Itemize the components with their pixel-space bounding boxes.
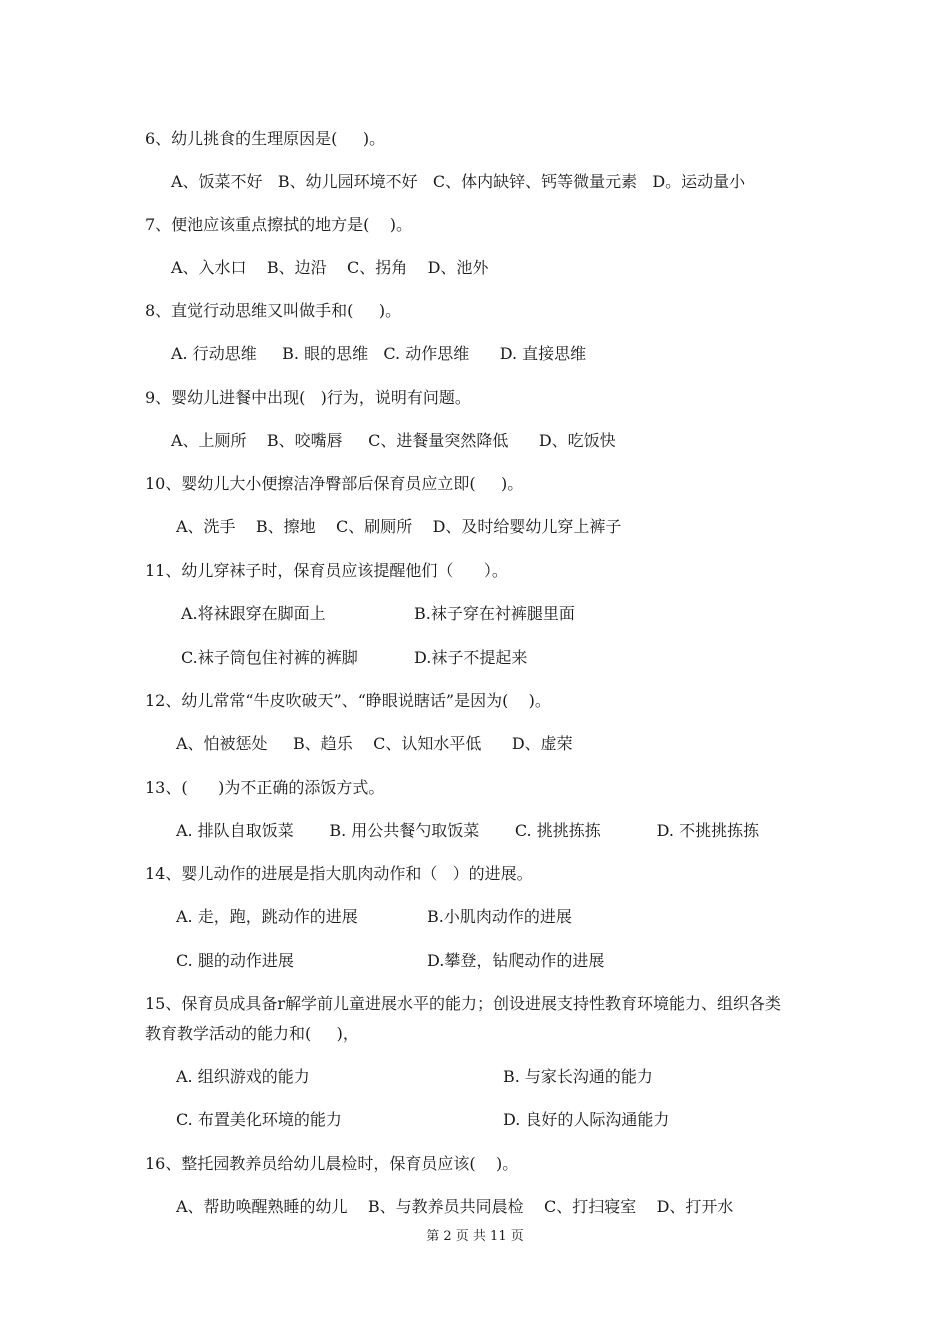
question-14-option-c: C. 腿的动作进展 (176, 951, 294, 970)
question-8-stem: 8、直觉行动思维又叫做手和( )。 (145, 301, 402, 320)
question-9-options: A、上厕所 B、咬嘴唇 C、进餐量突然降低 D、吃饭快 (171, 431, 616, 450)
question-16-stem: 16、整托园教养员给幼儿晨检时，保育员应该( )。 (145, 1154, 519, 1173)
question-14-stem: 14、婴儿动作的进展是指大肌肉动作和（ ）的进展。 (145, 864, 533, 883)
question-14-option-d: D.攀登，钻爬动作的进展 (427, 951, 605, 970)
question-10-options: A、洗手 B、擦地 C、刷厕所 D、及时给婴幼儿穿上裤子 (176, 517, 622, 536)
question-14-option-b: B.小肌肉动作的进展 (427, 907, 572, 926)
page-number: 第 2 页 共 11 页 (426, 1229, 524, 1244)
question-7-stem: 7、便池应该重点擦拭的地方是( )。 (145, 215, 413, 234)
question-12-options: A、怕被惩处 B、趋乐 C、认知水平低 D、虚荣 (176, 734, 573, 753)
question-15-option-a: A. 组织游戏的能力 (176, 1067, 310, 1086)
question-13-stem: 13、( )为不正确的添饭方式。 (145, 778, 385, 797)
question-6-options: A、饭菜不好 B、幼儿园环境不好 C、体内缺锌、钙等微量元素 D。运动量小 (171, 172, 746, 191)
question-11-option-b: B.袜子穿在衬裤腿里面 (414, 604, 575, 623)
question-7-options: A、入水口 B、边沿 C、拐角 D、池外 (171, 258, 489, 277)
question-11-option-c: C.袜子筒包住衬裤的裤脚 (181, 648, 358, 667)
question-14-option-a: A. 走，跑，跳动作的进展 (176, 907, 358, 926)
question-11-option-a: A.将袜跟穿在脚面上 (181, 604, 326, 623)
question-15-option-c: C. 布置美化环境的能力 (176, 1110, 342, 1129)
question-10-stem: 10、婴幼儿大小便擦洁净臀部后保育员应立即( )。 (145, 474, 524, 493)
question-15-stem-line-2: 教育教学活动的能力和( )， (145, 1024, 359, 1043)
question-9-stem: 9、婴幼儿进餐中出现( )行为，说明有问题。 (145, 388, 471, 407)
question-15-option-d: D. 良好的人际沟通能力 (503, 1110, 670, 1129)
question-16-options: A、帮助唤醒熟睡的幼儿 B、与教养员共同晨检 C、打扫寝室 D、打开水 (176, 1197, 734, 1216)
question-15-option-b: B. 与家长沟通的能力 (503, 1067, 653, 1086)
question-6-stem: 6、幼儿挑食的生理原因是( )。 (145, 129, 386, 148)
question-11-option-d: D.袜子不提起来 (414, 648, 528, 667)
question-15-stem-line-1: 15、保育员成具备r解学前儿童进展水平的能力；创设进展支持性教育环境能力、组织各类 (145, 994, 782, 1013)
question-11-stem: 11、幼儿穿袜子时，保育员应该提醒他们（ ）。 (145, 561, 508, 580)
question-8-options: A. 行动思维 B. 眼的思维 C. 动作思维 D. 直接思维 (171, 344, 587, 363)
question-13-options: A. 排队自取饭菜 B. 用公共餐勺取饭菜 C. 挑挑拣拣 D. 不挑挑拣拣 (176, 821, 760, 840)
question-12-stem: 12、幼儿常常“牛皮吹破天”、“睁眼说瞎话”是因为( )。 (145, 691, 551, 710)
